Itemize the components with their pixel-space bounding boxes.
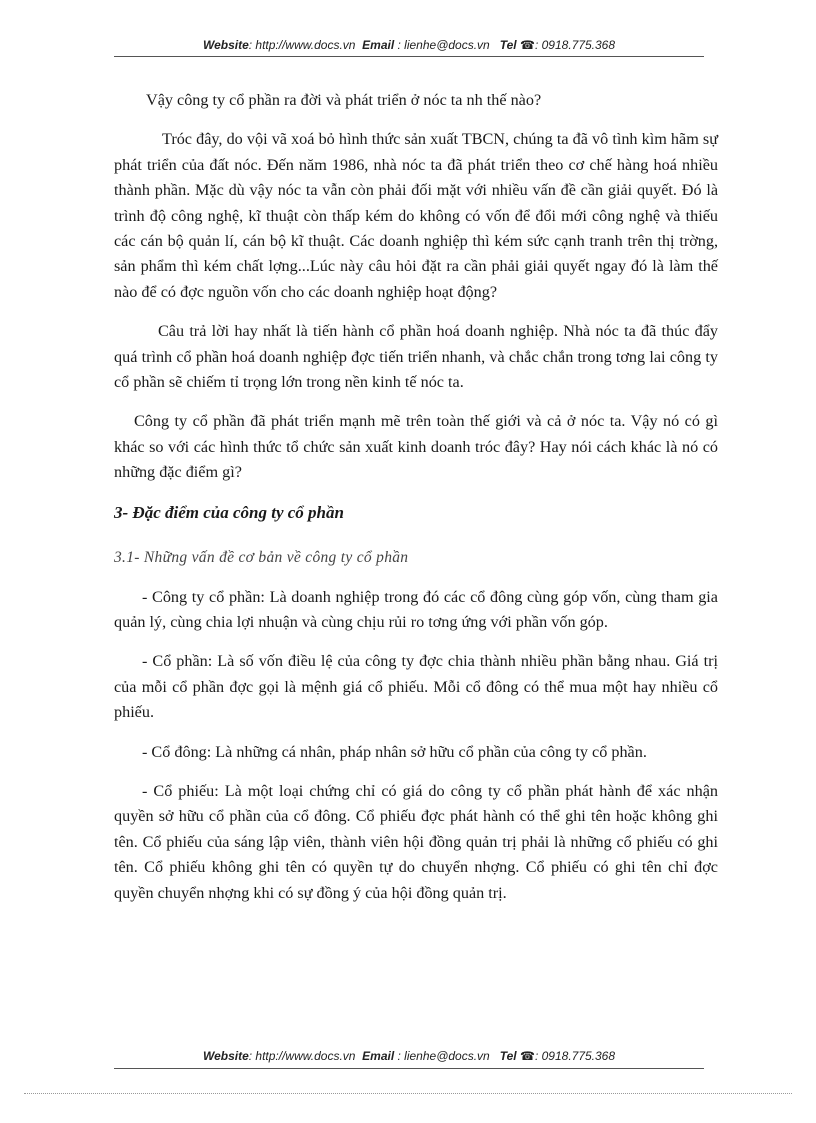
footer-website-value: : http://www.docs.vn (248, 1049, 356, 1063)
header-tel-label: Tel (499, 38, 517, 52)
header-website-value: : http://www.docs.vn (248, 38, 356, 52)
header-website-label: Website (202, 38, 249, 52)
definition-stock: - Cổ phiếu: Là một loại chứng chỉ có giá do công ty cổ phần phát hành để xác nhận quyền sở hữu cổ phần của cổ đông. Cổ phiếu đợc phát hành có thể ghi tên hoặc không ghi tên. Cổ phiếu của sáng lập viên, thành viên hội đồng quản trị phải là những cổ phiếu có ghi tên. Cổ phiếu không ghi tên có quyền tự do chuyển nhợng. Cổ phiếu có ghi tên chỉ đợc quyền chuyển nhợng khi có sự đồng ý của hội đồng quản trị. (114, 781, 718, 902)
page-footer (114, 1049, 704, 1063)
definition-joint-stock-company: - Công ty cổ phần: Là doanh nghiệp trong đó các cổ đông cùng góp vốn, cùng tham gia quản lý, cùng chia lợi nhuận và cùng chịu rủi ro tơng ứng với phần vốn góp. (114, 587, 718, 631)
paragraph-2: Tróc đây, do vội vã xoá bỏ hình thức sản xuất TBCN, chúng ta đã vô tình kìm hãm sự phát triển của đất nóc. Đến năm 1986, nhà nóc ta đã phát triển theo cơ chế hàng hoá nhiều thành phần. Mặc dù vậy nóc ta vẫn còn phải đối mặt với nhiều vấn đề cần giải quyết. Đó là trình độ công nghệ, kĩ thuật còn thấp kém do không có vốn để đổi mới công nghệ và thiếu các cán bộ quản lí, cán bộ kĩ thuật. Các doanh nghiệp thì kém sức cạnh tranh trên thị trờng, sản phẩm thì kém chất lợng...Lúc này câu hỏi đặt ra cần phải giải quyết ngay đó là làm thế nào để có đợc nguồn vốn cho các doanh nghiệp hoạt động? (114, 130, 718, 301)
definition-share: - Cổ phần: Là số vốn điều lệ của công ty đợc chia thành nhiều phần bằng nhau. Giá trị của mỗi cổ phần đợc gọi là mệnh giá cổ phiếu. Mỗi cổ đông có thể mua một hay nhiều cổ phiếu. (114, 652, 718, 722)
footer-email-label: Email (362, 1049, 395, 1063)
footer-tel-value: : 0918.775.368 (534, 1049, 616, 1063)
paragraph-4: Công ty cổ phần đã phát triển mạnh mẽ trên toàn thế giới và cả ở nóc ta. Vậy nó có gì khác so với các hình thức tổ chức sản xuất kinh doanh tróc đây? Hay nói cách khác là nó có những đặc điểm gì? (114, 412, 718, 482)
phone-icon: ☎ (520, 1049, 535, 1063)
paragraph-1: Vậy công ty cổ phần ra đời và phát triển ở nóc ta nh thế nào? (146, 91, 542, 109)
subsection-heading-3-1: 3.1- Những vấn đề cơ bản về công ty cổ phần (114, 549, 409, 567)
page-header (114, 38, 704, 52)
footer-email-value: : lienhe@docs.vn (397, 1049, 490, 1063)
footer-tel-label: Tel (499, 1049, 517, 1063)
header-tel-value: : 0918.775.368 (534, 38, 616, 52)
document-body (114, 88, 718, 920)
page-bottom-dotted-line (24, 1093, 792, 1094)
footer-rule (114, 1068, 704, 1069)
section-heading-3: 3- Đặc điểm của công ty cổ phần (114, 502, 344, 522)
paragraph-3: Câu trả lời hay nhất là tiến hành cổ phần hoá doanh nghiệp. Nhà nóc ta đã thúc đẩy quá trình cổ phần hoá doanh nghiệp đợc tiến triển nhanh, và chắc chắn trong tơng lai công ty cổ phần sẽ chiếm tỉ trọng lớn trong nền kinh tế nóc ta. (114, 322, 718, 392)
header-email-label: Email (362, 38, 395, 52)
phone-icon: ☎ (520, 38, 535, 52)
definition-shareholder: - Cổ đông: Là những cá nhân, pháp nhân sở hữu cổ phần của công ty cổ phần. (142, 742, 647, 761)
header-rule (114, 56, 704, 57)
header-email-value: : lienhe@docs.vn (397, 38, 490, 52)
footer-website-label: Website (202, 1049, 249, 1063)
